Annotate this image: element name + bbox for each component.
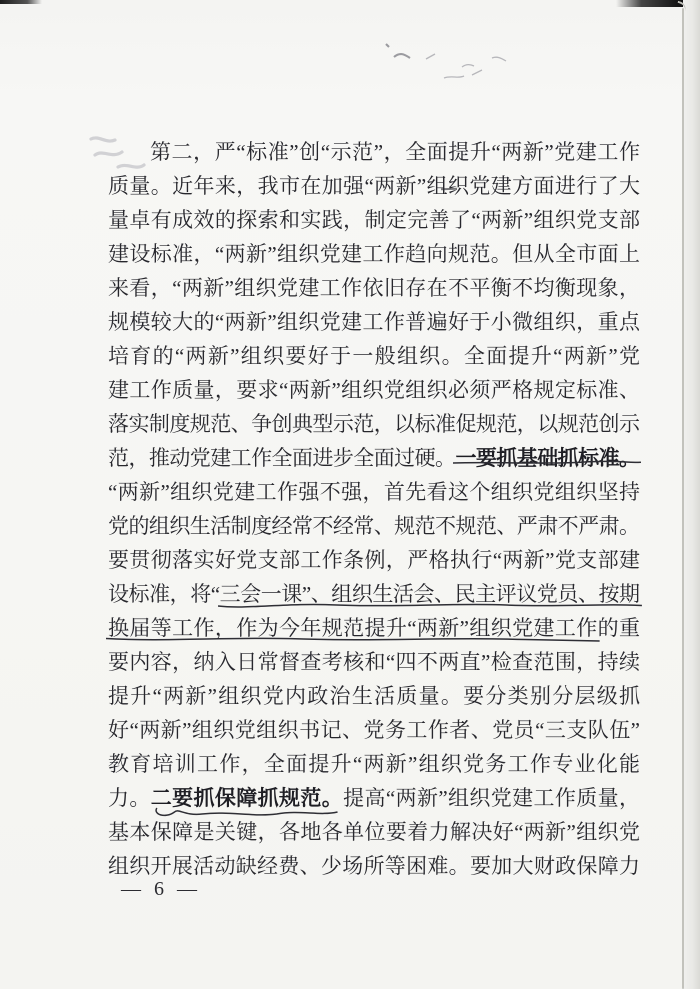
text-line <box>108 476 640 510</box>
text-line <box>108 136 640 170</box>
text-line <box>108 340 640 374</box>
text-segment: 设标准，将“ <box>108 582 220 606</box>
text-segment: 落实制度规范、争创典型示范，以标准促规范，以规范创示 <box>108 412 640 436</box>
emphasis-underlined-phrase <box>220 582 640 606</box>
text-segment: 提升“两新”组织党内政治生活质量。要分类别分层级抓 <box>108 684 642 708</box>
text-segment: 质量。近年来，我市在加强“两新”组织党建方面进行了大 <box>108 174 641 198</box>
scan-artifact-top-left-edge <box>0 0 42 4</box>
text-line <box>108 646 640 680</box>
text-line <box>108 612 640 646</box>
text-segment: 建设标准，“两新”组织党建工作趋向规范。但从全市面上 <box>108 242 641 266</box>
pen-scribble-mark <box>372 30 542 86</box>
text-line <box>108 544 640 578</box>
text-segment: 要内容，纳入日常督查考核和“四不两直”检查范围，持续 <box>108 650 641 674</box>
text-segment: 来看，“两新”组织党建工作依旧存在不平衡不均衡现象， <box>108 276 641 300</box>
text-line <box>108 748 640 782</box>
text-line <box>108 408 640 442</box>
emphasis-underlined-phrase <box>108 616 598 640</box>
page-number: — 6 — <box>121 878 201 900</box>
text-segment: 提高“两新”组织党建工作质量， <box>343 786 641 810</box>
text-segment: 党的组织生活制度经常不经常、规范不规范、严肃不严肃。 <box>108 514 640 538</box>
text-line <box>108 816 640 850</box>
text-line <box>108 714 640 748</box>
text-segment: 组织开展活动缺经费、少场所等困难。要加大财政保障力 <box>108 854 641 878</box>
text-segment: 力。 <box>108 786 151 810</box>
emphasis-swoop-phrase <box>151 786 343 810</box>
text-line <box>108 170 640 204</box>
text-line <box>108 680 640 714</box>
text-segment: 范，推动党建工作全面进步全面过硬。 <box>108 446 456 470</box>
text-line <box>108 442 640 476</box>
text-line <box>108 306 640 340</box>
text-segment: 一要抓基础抓标准。 <box>455 446 640 470</box>
text-segment: 好“两新”组织党组织书记、党务工作者、党员“三支队伍” <box>108 718 641 742</box>
text-line <box>108 374 640 408</box>
text-segment: 培育的“两新”组织要好于一般组织。全面提升“两新”党 <box>108 344 642 368</box>
text-line <box>108 204 640 238</box>
text-segment: 基本保障是关键，各地各单位要着力解决好“两新”组织党 <box>108 820 641 844</box>
text-segment: 教育培训工作，全面提升“两新”组织党务工作专业化能 <box>108 752 642 776</box>
text-segment: “两新”组织党建工作强不强，首先看这个组织党组织坚持 <box>108 480 641 504</box>
text-segment: 量卓有成效的探索和实践，制定完善了“两新”组织党支部 <box>108 208 641 232</box>
emphasis-strike-phrase <box>455 446 639 470</box>
text-segment: 规模较大的“两新”组织党建工作普遍好于小微组织，重点 <box>108 310 641 334</box>
text-segment: 建工作质量，要求“两新”组织党组织必须严格规定标准、 <box>108 378 641 402</box>
text-line <box>108 510 640 544</box>
scan-artifact-page-edge-line <box>682 8 684 989</box>
text-segment: 三会一课”、组织生活会、民主评议党员、按期 <box>219 582 640 606</box>
text-line <box>108 238 640 272</box>
text-segment: 的重 <box>597 616 641 640</box>
text-segment: 换届等工作，作为今年规范提升“两新”组织党建工作 <box>108 616 598 640</box>
scan-artifact-page-edge-strip <box>683 0 700 989</box>
text-segment: 二要抓保障抓规范。 <box>150 786 344 810</box>
text-line <box>108 782 640 816</box>
text-segment: 第二，严“标准”创“示范”，全面提升“两新”党建工作 <box>150 140 641 164</box>
text-line <box>108 272 640 306</box>
text-line <box>108 578 640 612</box>
document-body <box>108 136 640 884</box>
text-segment: 要贯彻落实好党支部工作条例，严格执行“两新”党支部建 <box>108 548 641 572</box>
